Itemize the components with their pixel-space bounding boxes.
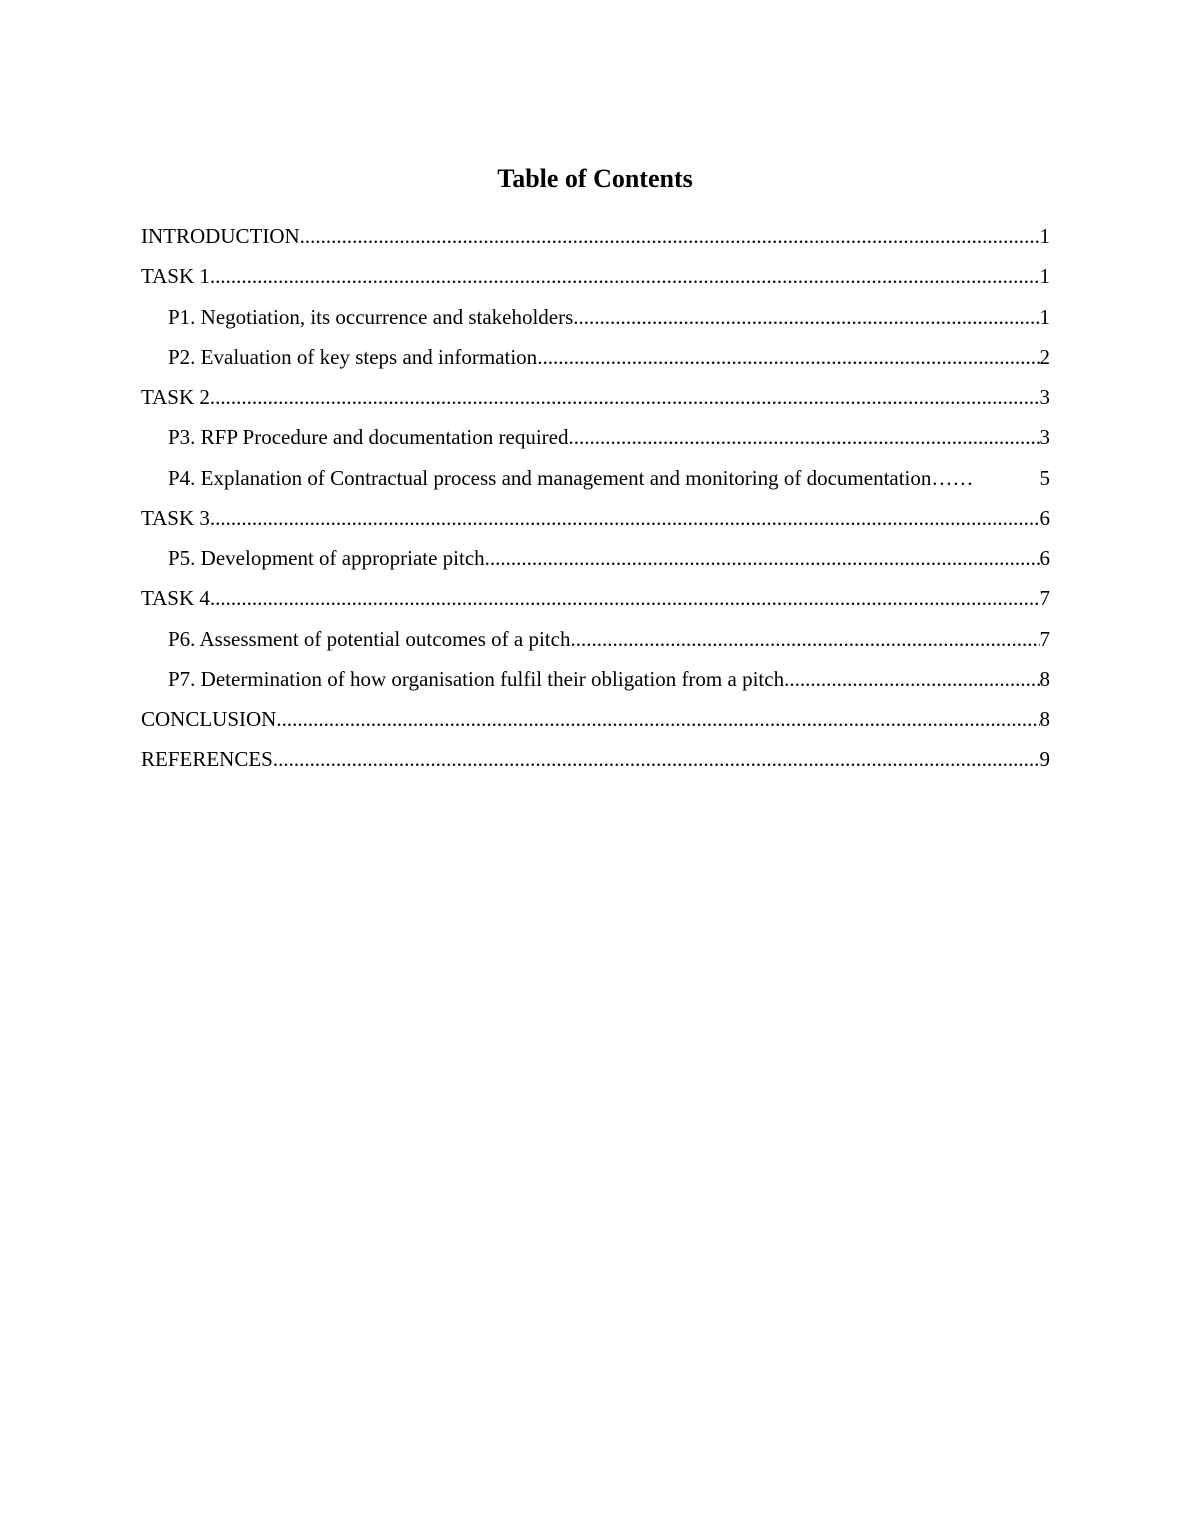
toc-entry-page-number: 6: [1039, 505, 1050, 530]
toc-entry-page-number: 1: [1039, 224, 1050, 248]
dot-leader: [210, 581, 1040, 615]
toc-entry-p5[interactable]: [141, 541, 1050, 581]
toc-entry-p4[interactable]: [141, 461, 1050, 501]
dot-leader: [210, 380, 1040, 414]
toc-entry-label: TASK 1: [141, 264, 210, 289]
toc-entry-page-number: 3: [1039, 385, 1050, 409]
dot-leader: [210, 259, 1040, 293]
toc-entry-label: P6. Assessment of potential outcomes of a pitch: [168, 626, 571, 651]
toc-entry-label: TASK 2: [141, 385, 210, 409]
toc-entry-page-number: 1: [1039, 304, 1050, 329]
dot-leader: [784, 662, 1039, 696]
toc-entry-page-number: 3: [1039, 425, 1050, 450]
toc-entry-label: P5. Development of appropriate pitch: [168, 546, 485, 570]
toc-entry-p2[interactable]: [141, 340, 1050, 380]
toc-title: Table of Contents: [497, 164, 693, 193]
toc-entry-label: P3. RFP Procedure and documentation required: [168, 425, 569, 450]
toc-entry-label: CONCLUSION: [141, 707, 277, 731]
toc-entry-label: P7. Determination of how organisation fulfil their obligation from a pitch: [168, 666, 785, 691]
toc-entry-label: INTRODUCTION: [141, 224, 300, 248]
toc-entry-task-2[interactable]: [141, 380, 1050, 420]
toc-entry-page-number: 1: [1039, 264, 1050, 289]
toc-entry-task-3[interactable]: [141, 501, 1050, 541]
dot-leader: [570, 622, 1039, 656]
dot-leader: [568, 420, 1039, 454]
toc-entry-label: REFERENCES: [141, 747, 273, 772]
toc-entry-label: P4. Explanation of Contractual process and management and monitoring of documentation: [168, 465, 932, 490]
toc-entry-p6[interactable]: [141, 622, 1050, 662]
toc-entry-conclusion[interactable]: [141, 702, 1050, 742]
dot-leader: [273, 742, 1040, 776]
toc-entry-task-4[interactable]: [141, 581, 1050, 621]
toc-entry-page-number: 7: [1039, 586, 1050, 611]
dot-leader: [276, 702, 1039, 736]
toc-entry-page-number: 7: [1039, 626, 1050, 651]
toc-entry-label: TASK 3: [141, 505, 210, 530]
toc-entry-references[interactable]: [141, 742, 1050, 782]
toc-entry-page-number: 6: [1039, 546, 1050, 570]
toc-entry-label: P1. Negotiation, its occurrence and stakeholders: [168, 304, 574, 329]
toc-entry-label: TASK 4: [141, 586, 210, 611]
dot-leader: [485, 541, 1040, 575]
toc-entry-page-number: 9: [1039, 747, 1050, 772]
toc-entry-label: P2. Evaluation of key steps and information: [168, 344, 538, 369]
toc-entry-page-number: 8: [1039, 666, 1050, 691]
dot-leader: [210, 501, 1040, 535]
toc-entry-page-number: 8: [1039, 707, 1050, 731]
toc-entry-p7[interactable]: [141, 662, 1050, 702]
dot-leader: [931, 461, 1039, 495]
toc-entry-page-number: 2: [1039, 344, 1050, 369]
dot-leader: [300, 219, 1040, 253]
dot-leader: [537, 340, 1039, 374]
toc-entry-p1[interactable]: [141, 300, 1050, 340]
toc-list: [141, 219, 1050, 783]
toc-entry-p3[interactable]: [141, 420, 1050, 460]
toc-entry-page-number: 5: [1039, 465, 1050, 490]
toc-entry-introduction[interactable]: [141, 219, 1050, 259]
dot-leader: [573, 300, 1039, 334]
toc-entry-task-1[interactable]: [141, 259, 1050, 299]
